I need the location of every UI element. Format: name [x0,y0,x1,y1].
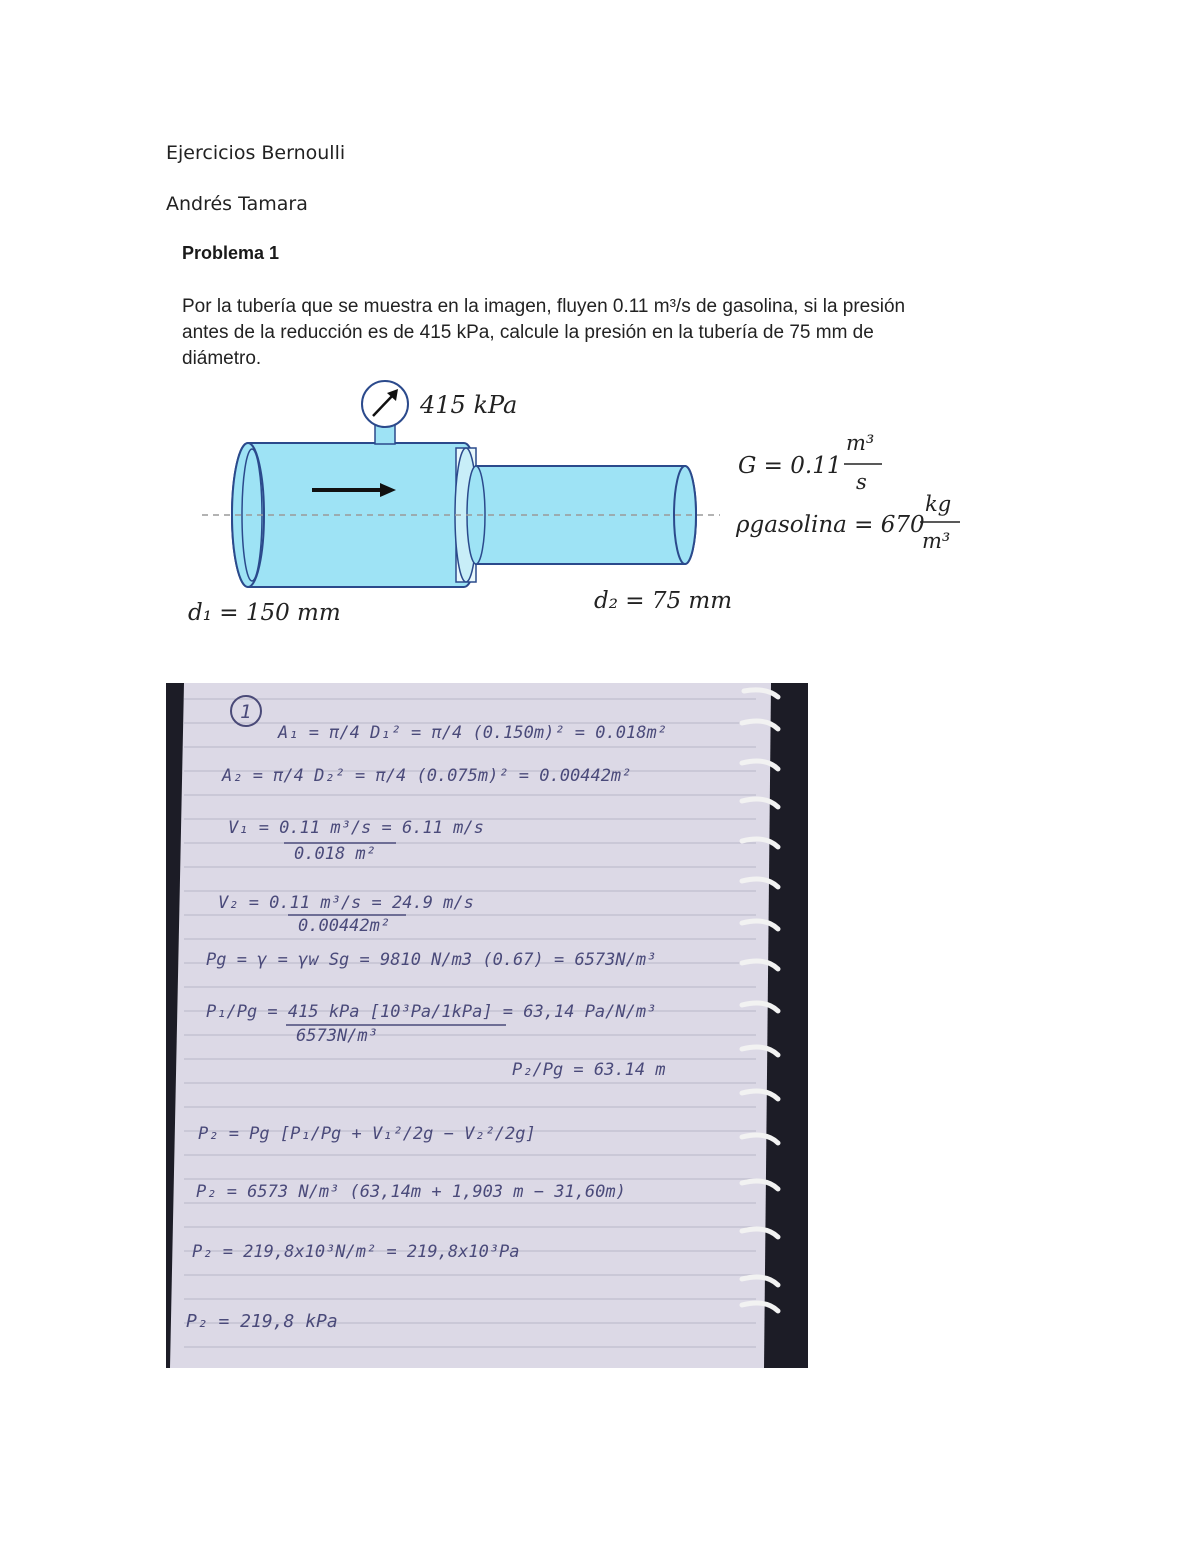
problem-line: diámetro. [182,348,262,369]
handwritten-line: A₂ = π/4 D₂² = π/4 (0.075m)² = 0.00442m² [222,766,632,786]
handwritten-line: V₁ = 0.11 m³/s = 6.11 m/s [228,818,484,838]
pipe-diagram [180,372,980,642]
handwritten-line: A₁ = π/4 D₁² = π/4 (0.150m)² = 0.018m² [278,723,667,743]
pressure-gauge-icon [362,381,408,444]
flow-rate-formula [738,431,882,494]
handwritten-line: 0.00442m² [298,916,391,936]
density-formula [735,492,960,553]
flow-numerator: m³ [846,431,875,455]
density-denominator: m³ [922,529,951,553]
problem-heading: Problema 1 [182,243,280,263]
d1-label: d₁ = 150 mm [188,600,341,626]
handwritten-line: P₂ = 6573 N/m³ (63,14m + 1,903 m − 31,60m) [196,1182,626,1202]
document-title: Ejercicios Bernoulli [166,142,346,164]
handwritten-line: P₁/Pg = 415 kPa [10³Pa/1kPa] = 63,14 Pa/N/m³ [206,1002,657,1022]
handwritten-line: 6573N/m³ [296,1026,378,1046]
d2-label: d₂ = 75 mm [594,588,733,614]
handwritten-line: 0.018 m² [294,844,376,864]
problem-line: Por la tubería que se muestra en la imagen, fluyen 0.11 m³/s de gasolina, si la presión [182,296,906,317]
gauge-label: 415 kPa [420,391,518,419]
handwritten-line: P₂/Pg = 63.14 m [512,1060,666,1080]
handwritten-line: P₂ = 219,8 kPa [186,1311,338,1332]
handwritten-line: V₂ = 0.11 m³/s = 24.9 m/s [218,893,474,913]
handwritten-line: Pg = γ = γw Sg = 9810 N/m3 (0.67) = 6573N/m³ [206,950,657,970]
handwritten-line: P₂ = 219,8x10³N/m² = 219,8x10³Pa [192,1242,520,1262]
handwritten-line: P₂ = Pg [P₁/Pg + V₁²/2g − V₂²/2g] [198,1124,536,1144]
density-numerator: kg [925,492,952,516]
flow-lhs: G = 0.11 [738,453,842,479]
problem-number: 1 [240,701,252,723]
problem-statement [182,294,962,372]
flow-denominator: s [856,470,867,494]
density-lhs: ρgasolina = 670 [736,512,925,538]
problem-line: antes de la reducción es de 415 kPa, calcule la presión en la tubería de 75 mm de [182,322,874,343]
handwritten-solution-photo [166,683,808,1368]
document-author: Andrés Tamara [166,193,308,215]
